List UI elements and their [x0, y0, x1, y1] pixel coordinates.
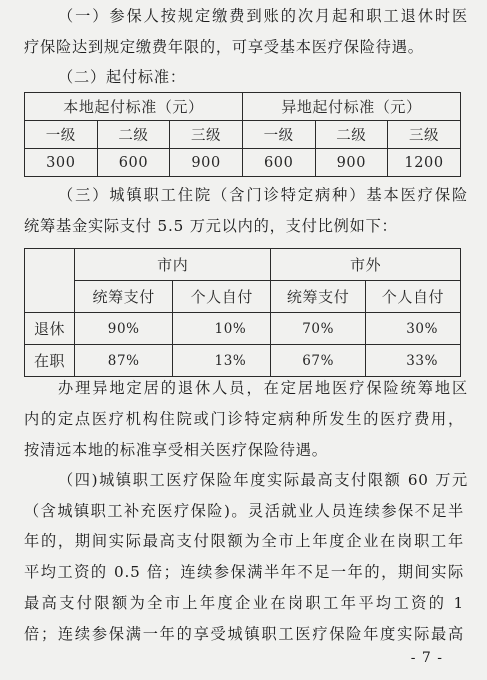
ratio-cell: 90% — [75, 313, 173, 345]
value-cell: 900 — [315, 149, 388, 177]
self-payment-header: 个人自付 — [365, 281, 460, 313]
paragraph-1-line-2: 疗保险达到规定缴费年限的，可享受基本医疗保险待遇。 — [24, 38, 424, 56]
ratio-cell: 13% — [173, 345, 271, 377]
value-cell: 300 — [25, 149, 98, 177]
level-cell: 一级 — [25, 121, 98, 149]
deductible-standard-table — [24, 92, 461, 177]
paragraph-5-line-6: 倍；连续参保满一年的享受城镇职工医疗保险年度实际最高 — [24, 625, 464, 643]
level-cell: 一级 — [242, 121, 315, 149]
ratio-cell: 67% — [271, 345, 366, 377]
ratio-cell: 10% — [173, 313, 271, 345]
table-header-row — [25, 93, 461, 121]
ratio-cell: 33% — [365, 345, 460, 377]
paragraph-5-line-4: 平均工资的 0.5 倍；连续参保满半年不足一年的，期间实际 — [24, 563, 464, 581]
remote-deductible-header: 异地起付标准（元） — [242, 93, 460, 121]
reimbursement-ratio-table — [24, 248, 461, 377]
table-value-row — [25, 149, 461, 177]
self-payment-header: 个人自付 — [173, 281, 271, 313]
paragraph-5-line-3: 年的，期间实际最高支付限额为全市上年度企业在岗职工年 — [24, 532, 464, 550]
level-cell: 三级 — [388, 121, 461, 149]
table-header-row — [25, 249, 461, 281]
level-cell: 二级 — [315, 121, 388, 149]
paragraph-4-line-2: 内的定点医疗机构住院或门诊特定病种所发生的医疗费用， — [24, 410, 464, 428]
paragraph-3-line-1: （三）城镇职工住院（含门诊特定病种）基本医疗保险 — [58, 186, 468, 204]
ratio-cell: 87% — [75, 345, 173, 377]
city-outside-header: 市外 — [271, 249, 461, 281]
ratio-cell: 70% — [271, 313, 366, 345]
paragraph-5-line-5: 最高支付限额为全市上年度企业在岗职工年平均工资的 1 — [24, 594, 464, 612]
table-level-row — [25, 121, 461, 149]
page-number: - 7 - — [410, 650, 443, 666]
paragraph-5-line-2: （含城镇职工补充医疗保险)。灵活就业人员连续参保不足半 — [24, 502, 464, 520]
local-deductible-header: 本地起付标准（元） — [25, 93, 243, 121]
level-cell: 三级 — [170, 121, 243, 149]
table-row-retired — [25, 313, 461, 345]
pooled-payment-header: 统筹支付 — [75, 281, 173, 313]
table-row-employed — [25, 345, 461, 377]
table-subheader-row — [25, 281, 461, 313]
paragraph-3-line-2: 统筹基金实际支付 5.5 万元以内的，支付比例如下： — [24, 217, 398, 235]
value-cell: 1200 — [388, 149, 461, 177]
paragraph-5-line-1: （四)城镇职工医疗保险年度实际最高支付限额 60 万元 — [58, 471, 468, 489]
level-cell: 二级 — [97, 121, 170, 149]
row-label: 在职 — [25, 345, 75, 377]
city-inside-header: 市内 — [75, 249, 271, 281]
blank-corner-cell — [25, 249, 75, 313]
paragraph-1-line-1: （一）参保人按规定缴费到账的次月起和职工退休时医 — [58, 7, 468, 25]
value-cell: 600 — [97, 149, 170, 177]
ratio-cell: 30% — [365, 313, 460, 345]
pooled-payment-header: 统筹支付 — [271, 281, 366, 313]
section-heading-deductible: （二）起付标准： — [58, 68, 186, 86]
value-cell: 900 — [170, 149, 243, 177]
row-label: 退休 — [25, 313, 75, 345]
paragraph-4-line-3: 按清远本地的标准享受相关医疗保险待遇。 — [24, 441, 328, 459]
paragraph-4-line-1: 办理异地定居的退休人员，在定居地医疗保险统筹地区 — [58, 379, 468, 397]
value-cell: 600 — [242, 149, 315, 177]
